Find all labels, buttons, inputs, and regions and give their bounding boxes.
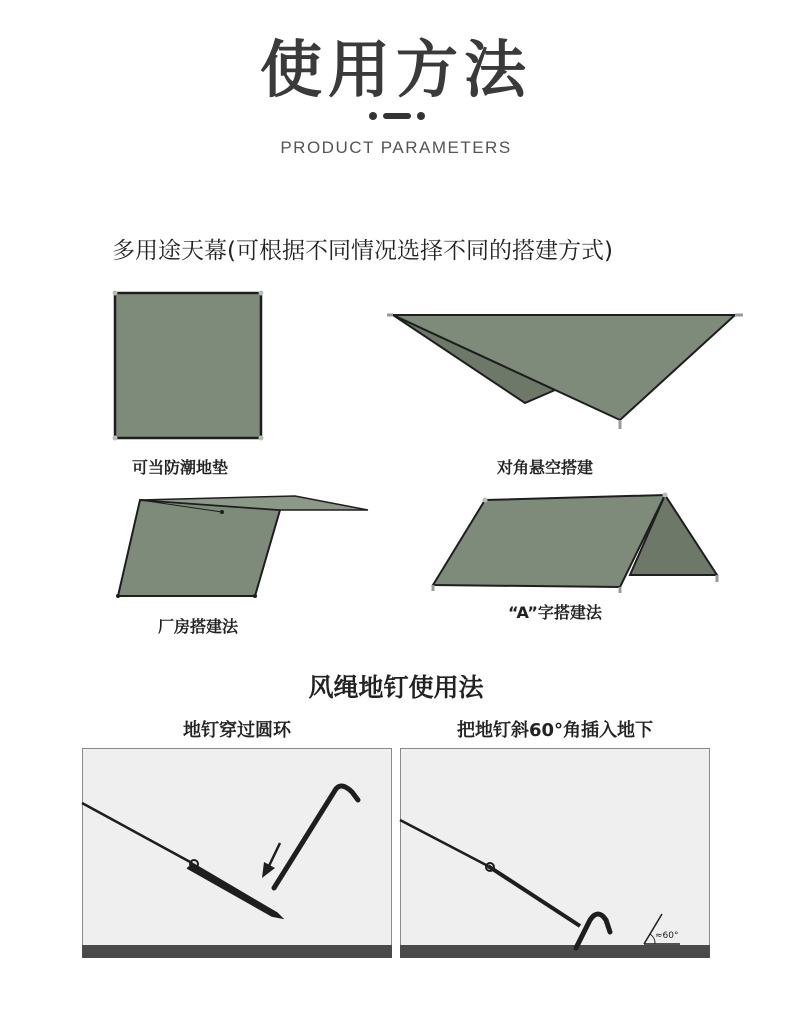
page-title: 使用方法 — [259, 33, 532, 106]
stake-section-title: 风绳地钉使用法 — [308, 673, 484, 702]
setup-caption-lean-to: 厂房搭建法 — [157, 617, 238, 636]
setup-caption-a-frame: “A”字搭建法 — [508, 603, 602, 622]
setup-caption-ground-mat: 可当防潮地垫 — [131, 458, 228, 477]
title-divider — [0, 110, 792, 122]
lean-to-icon — [110, 488, 380, 608]
intro-text: 多用途天幕(可根据不同情况选择不同的搭建方式) — [112, 238, 613, 264]
page-subtitle: PRODUCT PARAMETERS — [280, 138, 512, 157]
stake-insert-angle-icon — [400, 748, 710, 958]
a-frame-icon — [425, 490, 725, 600]
stake-through-ring-icon — [82, 748, 392, 958]
angle-note: ≈60° — [655, 931, 679, 941]
step-label-through-ring: 地钉穿过圆环 — [183, 720, 291, 741]
ground-mat-icon — [108, 286, 268, 446]
setup-caption-diagonal-hang: 对角悬空搭建 — [496, 458, 593, 477]
step-label-insert-angle: 把地钉斜60°角插入地下 — [456, 720, 654, 741]
diagonal-hang-icon — [385, 305, 755, 435]
